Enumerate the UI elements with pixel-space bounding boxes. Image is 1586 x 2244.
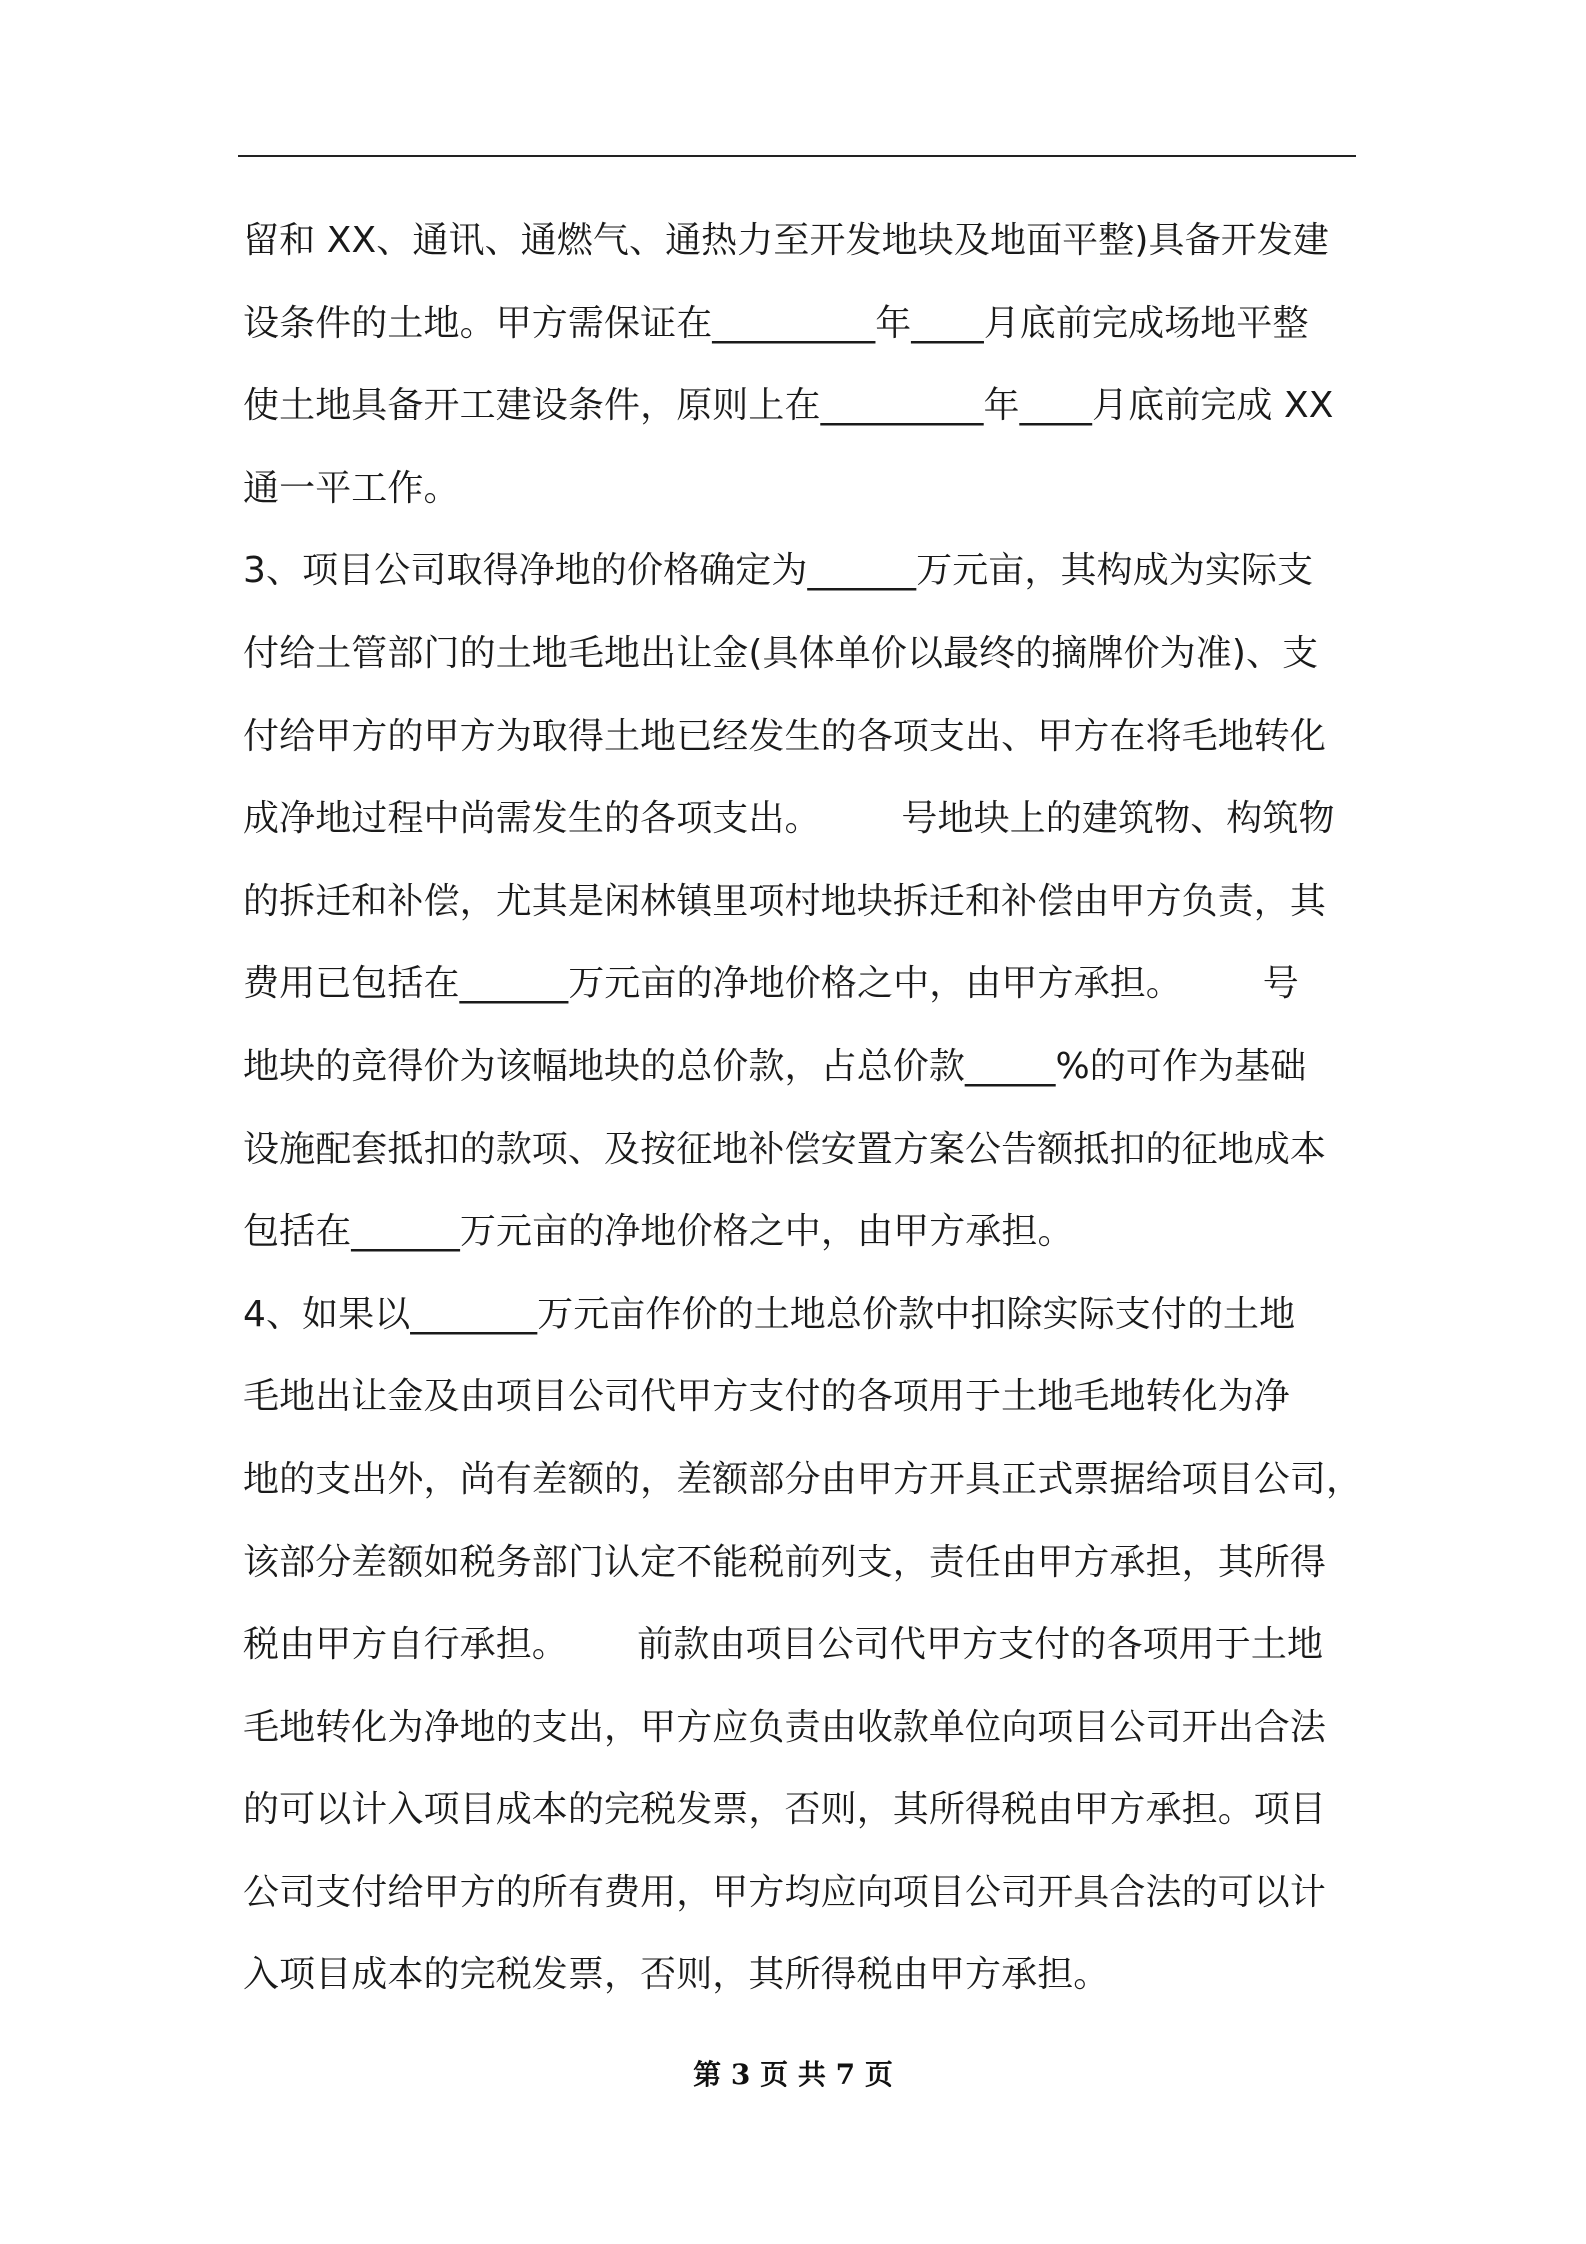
text-line: 付给甲方的甲方为取得土地已经发生的各项支出、甲方在将毛地转化 bbox=[243, 715, 1327, 757]
text-line: 公司支付给甲方的所有费用，甲方均应向项目公司开具合法的可以计 bbox=[243, 1871, 1327, 1913]
text-line: 费用已包括在______万元亩的净地价格之中，由甲方承担。 号 bbox=[243, 963, 1299, 1005]
text-line: 毛地转化为净地的支出，甲方应负责由收款单位向项目公司开出合法 bbox=[243, 1706, 1327, 1748]
text-line: 的拆迁和补偿，尤其是闲林镇里项村地块拆迁和补偿由甲方负责，其 bbox=[243, 880, 1327, 922]
text-line: 设施配套抵扣的款项、及按征地补偿安置方案公告额抵扣的征地成本 bbox=[243, 1128, 1327, 1170]
text-line: 毛地出让金及由项目公司代甲方支付的各项用于土地毛地转化为净 bbox=[243, 1376, 1290, 1418]
header-rule bbox=[238, 155, 1356, 157]
text-line: 入项目成本的完税发票，否则，其所得税由甲方承担。 bbox=[243, 1954, 1110, 1996]
text-line: 使土地具备开工建设条件，原则上在_________年____月底前完成 XX bbox=[243, 385, 1334, 427]
text-line: 设条件的土地。甲方需保证在_________年____月底前完成场地平整 bbox=[243, 302, 1309, 344]
text-line: 付给土管部门的土地毛地出让金(具体单价以最终的摘牌价为准)、支 bbox=[243, 632, 1319, 674]
text-line: 地块的竞得价为该幅地块的总价款，占总价款_____%的可作为基础 bbox=[243, 1045, 1307, 1087]
text-line: 留和 XX、通讯、通燃气、通热力至开发地块及地面平整)具备开发建 bbox=[243, 220, 1330, 261]
text-line: 通一平工作。 bbox=[243, 467, 460, 509]
text-line: 地的支出外，尚有差额的，差额部分由甲方开具正式票据给项目公司， bbox=[243, 1458, 1363, 1500]
text-line: 税由甲方自行承担。 前款由项目公司代甲方支付的各项用于土地 bbox=[243, 1624, 1324, 1666]
text-line: 4、如果以_______万元亩作价的土地总价款中扣除实际支付的土地 bbox=[243, 1293, 1296, 1335]
text-line: 3、项目公司取得净地的价格确定为______万元亩，其构成为实际支 bbox=[243, 550, 1314, 592]
page-number-footer: 第 3 页 共 7 页 bbox=[693, 2058, 893, 2091]
text-line: 包括在______万元亩的净地价格之中，由甲方承担。 bbox=[243, 1211, 1074, 1253]
text-line: 该部分差额如税务部门认定不能税前列支，责任由甲方承担，其所得 bbox=[243, 1541, 1327, 1583]
text-line: 的可以计入项目成本的完税发票，否则，其所得税由甲方承担。项目 bbox=[243, 1789, 1327, 1831]
document-body bbox=[243, 200, 1363, 2017]
text-line: 成净地过程中尚需发生的各项支出。 号地块上的建筑物、构筑物 bbox=[243, 798, 1335, 840]
